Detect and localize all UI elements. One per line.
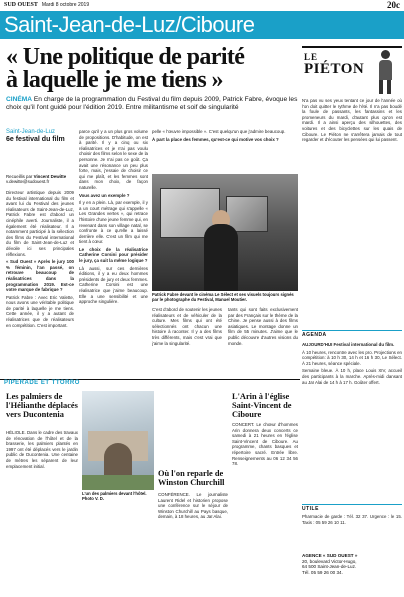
brief-text: CONFÉRENCE. Le journaliste Laurent Ridel et historien propose une conférence sur le séjour de Winston Churchill au Pays basque, demain, à 18 heures, au Jaï Alai. (158, 492, 228, 520)
issue-date: Mardi 8 octobre 2019 (41, 2, 90, 8)
pieton-title: PIÉTON (304, 61, 365, 77)
agenda-label: AGENDA (302, 330, 402, 338)
column-text: Directeur artistique depuis 2009 du festival international du film et avant lui du Festival des jeunes réalisateurs de Saint-Jean-de-Luz, Patrick Fabre est d'abord un cinéphile averti. Journaliste, il a également été réalisateur. Il a notamment participé à la sélection des films du Festival international du film de Saint-Jean-de-Luz et dévoile ici ses principales réflexions. (6, 190, 74, 257)
right-sidebar (302, 46, 402, 594)
agency-title: AGENCE « SUD OUEST » (302, 553, 358, 558)
pieton-text: N'a pas vu ses yeux tentant ce jour de l'année où l'on doit quitter le rythme de l'été. Il n'a pas boudé la foule de passants, les fantassins et les promeneurs du mardi, d'autant plus qu'on est mardi. Il a ainsi aperçu des silhouettes, des voitures et des bicyclettes sur les quais de Ciboure. Le Piéton ne s'arrêtera jamais de tout regarder et d'écouter les pensées qui lui passent. (302, 98, 402, 143)
column-text: pelle « l'œuvre impossible ». C'est quelqu'un que j'admire beaucoup. (152, 129, 286, 134)
brief-photo (82, 391, 154, 490)
brief-headline-1: Les palmiers de l'Hélianthe déplacés vers Ducontenia (6, 392, 78, 419)
article-standfirst (6, 96, 298, 112)
answer: Il y en a plein. Là, par exemple, il y a un court métrage qui s'appelle « Les Grandes vertes », qui retrace l'histoire d'une jeune femme qui, en revenant dans son village natal, se confronte à ce qu'elle a laissé derrière elle. C'est un film qui me tient à cœur. (79, 200, 148, 245)
agenda-column (302, 342, 402, 502)
answer: C'est d'abord de soutenir les jeunes réalisateurs et de véhiculer de la culture. Mes films qui ont été sélectionnés ont chacun une histoire à raconter. Il y a des films très différents, mais c'est vrai que j'aime la singularité. (152, 307, 222, 346)
utile-column (302, 514, 402, 550)
strip-label: PIPERADE ET TTORRO (4, 380, 80, 386)
article-column-1 (6, 190, 74, 376)
photo-person-body (204, 224, 238, 291)
brief-column-2 (158, 492, 228, 594)
bottom-strip (0, 379, 300, 388)
column-text: tants qui sont faits exclusivement par des Français sur le thème de la Chine. Je pense aussi à des films asiatiques. Le montage donne un film de 55 minutes. J'aime que le public découvre d'autres visions du monde. (228, 307, 298, 346)
agenda-text: À 10 heures, rencontre avec les pro. Projections en compétition: à 10 h 30, 14 h et 16 h 30, Le Sélect. À 21 heures, séance spéciale. (302, 349, 402, 366)
brief-column-3 (232, 422, 298, 594)
article-column-4 (228, 307, 298, 376)
byline (6, 174, 74, 184)
pieton-header (302, 46, 402, 94)
pieton-le: LE (304, 52, 319, 62)
headline-line-2: à laquelle je me tiens » (6, 67, 223, 93)
agenda-title: AUJOURD'HUI Festival international du film. (302, 342, 395, 347)
question: Vous avez un exemple ? (79, 192, 130, 198)
article-photo (152, 174, 298, 291)
agency-line-1: 20, boulevard Victor-Hugo, (302, 558, 357, 564)
standfirst-text: En charge de la programmation du Festival du film depuis 2009, Patrick Fabre, évoque les choix qu'il l'ont guidé pour l'édition 2019. Entre militantisme et soif de singularité (6, 96, 298, 111)
page-header (0, 0, 404, 10)
byline-email[interactable]: v.dewitte@sudouest.fr (6, 179, 50, 184)
column-text: parce qu'il y a un plus gros volume de propositions. D'habitude, on est à parité. Il y a cinq ou six réalisatrices et je n'ai pas voulu choisir des films selon le sexe de la personne. Je n'ai pas ce goût. Ça avait une résonance un peu plus forte, mais, j'essaie de choisir ce qui me plaît, et les femmes sont dans mon choix, de façon naturelle. (79, 129, 148, 190)
newspaper-brand: SUD OUEST (4, 2, 38, 8)
section-band (0, 11, 404, 39)
photo-grass (82, 475, 154, 490)
brief-headline-2: Où l'on reparle de Winston Churchill (158, 469, 225, 487)
photo-caption: Patrick Fabre devant le cinéma Le Sélect et ses visuels toujours signés par le photographe du Festival, Manuel Moutier. (152, 292, 294, 302)
article-column-2 (79, 129, 148, 376)
byline-name: Vincent Dewitte (33, 174, 67, 179)
agency-line-2: 64 500 Saint-Jean-de-Luz. (302, 564, 357, 570)
agenda-text-2: Semaine bleue. À 10 h, place Louis XIV, accueil des participants à la marche. Après-midi dansant au Jaï Alai de 14 h à 17 h. Goûter offert. (302, 368, 402, 385)
pedestrian-icon (374, 50, 396, 94)
page-number: 20c (387, 0, 400, 10)
agency-phone: Tél. 05 59 26 00 34. (302, 569, 343, 575)
article-column-top (152, 129, 298, 173)
festival-title: 6e festival du film (6, 136, 65, 143)
agency-address (302, 553, 402, 575)
festival-location: Saint-Jean-de-Luz (6, 129, 56, 135)
section-title: Saint-Jean-de-Luz/Ciboure (4, 12, 255, 37)
utile-label: UTILE (302, 504, 402, 512)
kicker-label: CINÉMA (6, 96, 33, 103)
brief-column-1 (6, 430, 78, 594)
article-headline (6, 46, 298, 92)
festival-box (6, 129, 74, 173)
question: À part la place des femmes, qu'est-ce qui motive vos choix ? (152, 136, 279, 142)
answer: Patrick Fabre : Avec Eric Valette, nous avons une véritable politique de parité à laquelle je me tiens. Cette année, il y a autant de réalisatrices que de réalisateurs en compétition. C'est important. (6, 294, 74, 328)
pieton-column (302, 98, 402, 248)
brief-text: HÉLIOLE. Dans le cadre des travaux de rénovation de l'hôtel et de la brasserie, les palmiers plantés en 1997 ont été déplacés vers le jardin public de Ducontenia. Une centaine de mètres les séparent de leur emplacement initial. (6, 430, 78, 469)
brief-headline-3: L'Arin à l'église Saint-Vincent de Ciboure (232, 392, 292, 419)
brief-text: CONCERT. Le chœur d'hommes Arin donnera deux concerts ce samedi à 21 heures en l'église Saint-Vincent de Ciboure. Au programme, chants basques et répertoire sacré. Entrée libre. Renseignements au 06 12 34 56 78. (232, 422, 298, 467)
question: « Sud Ouest » Après le jury 100 % féminin, l'an passé, on retrouve beaucoup de réalisatrices dans la programmation 2019. Est-ce votre marque de fabrique ? (6, 259, 74, 293)
brief-photo-caption: L'un des palmiers devant l'hôtel. Photo V. D. (82, 491, 147, 501)
utile-text: Pharmacie de garde : Tél. 32 37. Urgence : le 15. Taxis : 05 59 26 10 11. (302, 514, 402, 525)
answer: Là aussi, sur ces dernières éditions, il y a eu deux hommes présidents de jury et deux femmes. Catherine Corsini est une réalisatrice que j'aime beaucoup. Elle a une sensibilité et une approche singulière. (79, 265, 148, 305)
headline-line-1: « Une politique de parité (6, 44, 245, 70)
question: Le choix de la réalisatrice Catherine Corsini pour présider le jury, ça suit la même logique ? (79, 246, 148, 264)
article-column-3 (152, 307, 222, 376)
byline-intro: Recueillis par (6, 174, 33, 179)
